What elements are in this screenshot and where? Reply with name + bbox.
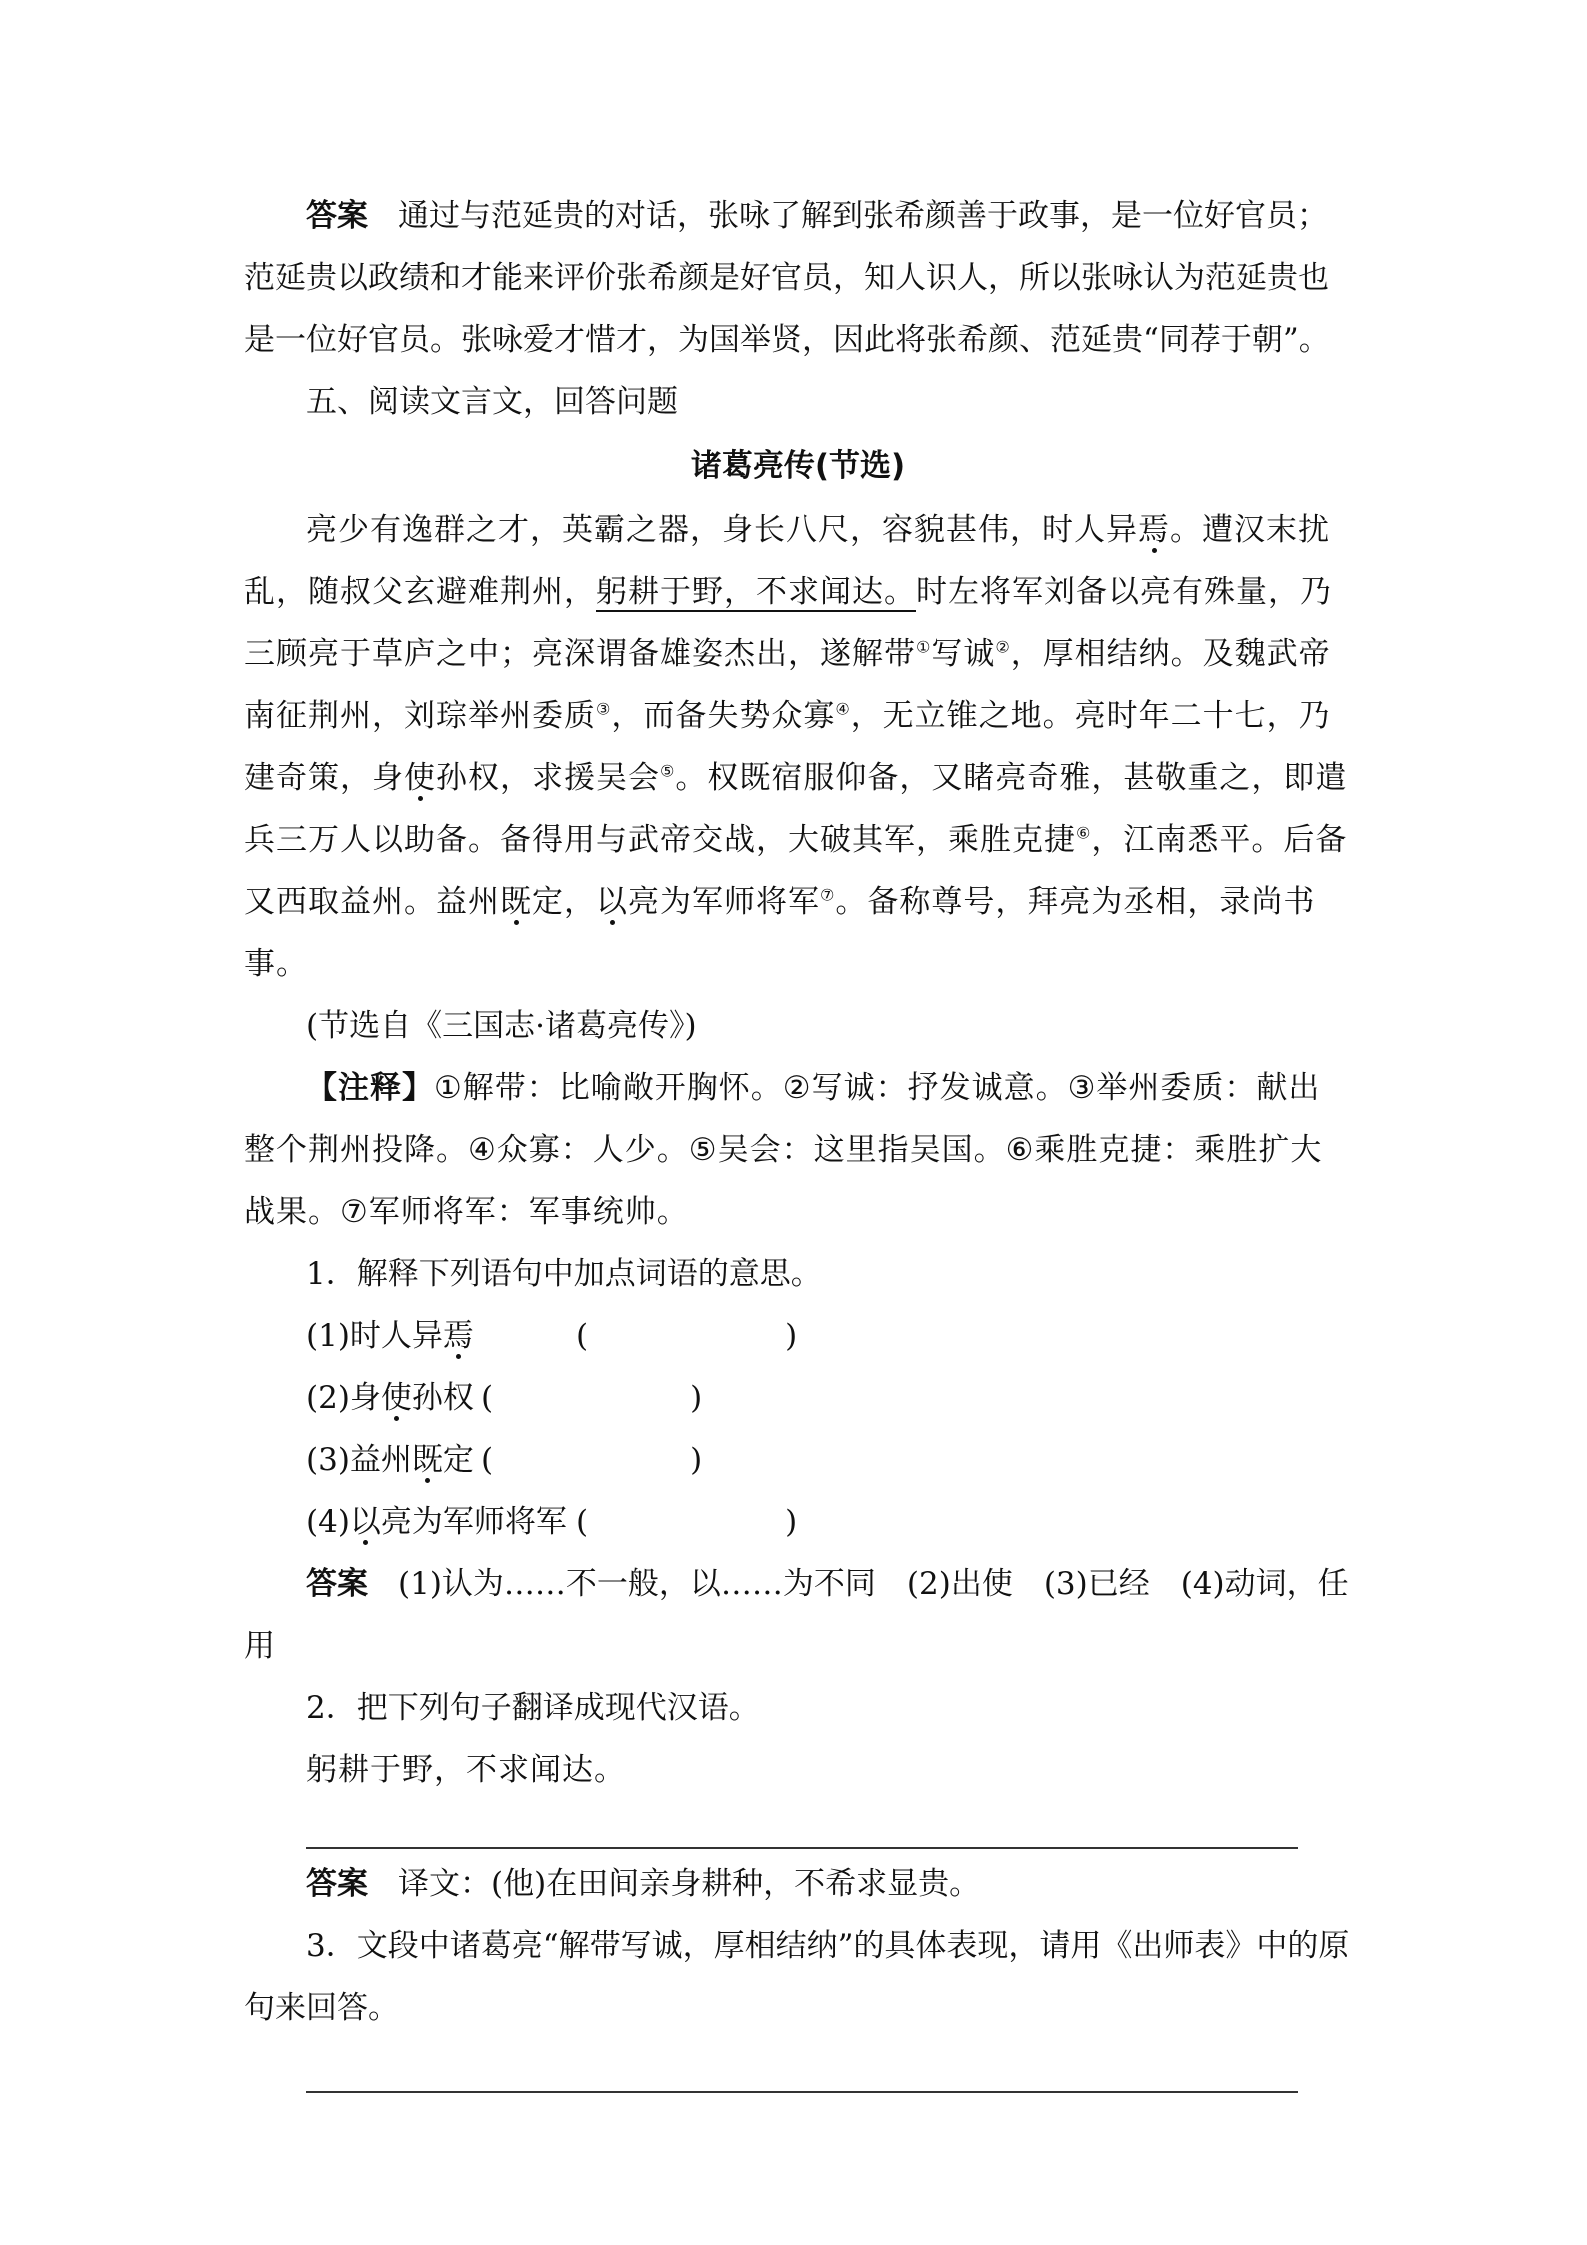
item-text [306, 1367, 481, 1429]
dotted-word: 使 [380, 1380, 412, 1416]
answer-blank[interactable]: ( ) [481, 1442, 703, 1478]
item-text [306, 1429, 481, 1491]
dotted-word: 焉 [442, 1318, 474, 1354]
question-2-answer [244, 1853, 1352, 1915]
question-2-prompt: 2．把下列句子翻译成现代汉语。 [306, 1690, 760, 1726]
passage-text: 。遭汉末扰乱，随叔父玄避难荆州， [244, 512, 1330, 610]
answer-writing-line[interactable] [306, 2039, 1298, 2093]
item-text-pre: (3)益州 [306, 1442, 412, 1478]
note-marker: ③ [596, 699, 612, 719]
passage-text: ，江南悉平。后备又西取益州。益州 [244, 822, 1348, 920]
item-text-pre: (4) [306, 1504, 350, 1540]
note-marker: ⑦ [820, 885, 836, 905]
answer-label: 答案 [306, 198, 368, 234]
passage-text: 亮少有逸群之才，英霸之器，身长八尺，容貌甚伟，时人异 [306, 512, 1138, 548]
item-text-pre: (1)时人异 [306, 1318, 443, 1354]
item-text-post: 孙权 [411, 1380, 474, 1416]
answer-blank[interactable]: ( ) [576, 1318, 798, 1354]
item-text-post: 亮为军师将军 [380, 1504, 567, 1540]
question-1-item-3 [244, 1429, 1352, 1491]
answer-label: 答案 [306, 1866, 368, 1902]
dotted-word: 以 [596, 884, 628, 920]
underlined-sentence: 躬耕于野，不求闻达。 [596, 574, 916, 610]
note-marker: ① [916, 637, 932, 657]
previous-answer [244, 185, 1352, 371]
document-page [244, 185, 1352, 2093]
dotted-word: 既 [500, 884, 532, 920]
passage-text: 写诚 [931, 636, 996, 672]
answer-text: 译文：(他)在田间亲身耕种，不希求显贵。 [398, 1866, 981, 1902]
note-marker: ② [995, 637, 1011, 657]
notes-label: 【注释】 [306, 1070, 434, 1106]
passage-text: 时左将军刘备以亮有殊量，乃三顾亮于草庐之中；亮深谓备雄姿杰出，遂解带 [244, 574, 1332, 672]
passage-text: 。权既宿服仰备，又睹亮奇雅，甚敬重之，即遣兵三万人以助备。备得用与武帝交战，大破其军，乘胜克捷 [244, 760, 1348, 858]
passage-text: ，而备失势众寡 [611, 698, 836, 734]
passage-text: ，厚相结纳。及魏武帝南征荆州，刘琮举州委质 [244, 636, 1331, 734]
question-1-item-4 [244, 1491, 1352, 1553]
answer-text: (1)认为……不一般，以……为不同 (2)出使 (3)已经 (4)动词，任用 [244, 1566, 1349, 1664]
passage-title: 诸葛亮传(节选) [690, 448, 906, 484]
answer-writing-line[interactable] [306, 1801, 1298, 1849]
dotted-word: 既 [411, 1442, 443, 1478]
dotted-word: 焉 [1138, 512, 1170, 548]
item-text [306, 1491, 576, 1553]
item-text [306, 1305, 576, 1367]
note-marker: ⑥ [1076, 823, 1092, 843]
question-1-prompt: 1．解释下列语句中加点词语的意思。 [306, 1256, 822, 1292]
question-1-answer [244, 1553, 1352, 1677]
question-1-item-1 [244, 1305, 1352, 1367]
note-marker: ④ [835, 699, 851, 719]
notes [244, 1057, 1352, 1243]
passage-text: 。备称尊号，拜亮为丞相，录尚书事。 [244, 884, 1316, 982]
note-marker: ⑤ [660, 761, 676, 781]
passage-text: 亮为军师将军 [628, 884, 820, 920]
passage-source: (节选自《三国志·诸葛亮传》) [306, 1008, 697, 1044]
answer-blank[interactable]: ( ) [576, 1504, 798, 1540]
item-text-pre: (2)身 [306, 1380, 381, 1416]
item-text-post: 定 [442, 1442, 474, 1478]
section-heading: 五、阅读文言文，回答问题 [306, 384, 678, 420]
passage-text: 孙权，求援吴会 [436, 760, 660, 796]
question-2-sentence: 躬耕于野，不求闻达。 [306, 1752, 626, 1788]
passage-body [244, 499, 1352, 995]
answer-text: 通过与范延贵的对话，张咏了解到张希颜善于政事，是一位好官员；范延贵以政绩和才能来评价张希颜是好官员，知人识人，所以张咏认为范延贵也是一位好官员。张咏爱才惜才，为国举贤，因此将张希颜、范延贵“同荐于朝”。 [244, 198, 1330, 358]
notes-text: ①解带：比喻敞开胸怀。②写诚：抒发诚意。③举州委质：献出整个荆州投降。④众寡：人少。⑤吴会：这里指吴国。⑥乘胜克捷：乘胜扩大战果。⑦军师将军：军事统帅。 [244, 1070, 1323, 1230]
answer-label: 答案 [306, 1566, 368, 1602]
passage-text: 定， [532, 884, 596, 920]
dotted-word: 以 [349, 1504, 381, 1540]
passage-text: ，无立锥之地。亮时年二十七，乃建奇策，身 [244, 698, 1331, 796]
question-3-prompt: 3．文段中诸葛亮“解带写诚，厚相结纳”的具体表现，请用《出师表》中的原句来回答。 [244, 1928, 1350, 2026]
answer-blank[interactable]: ( ) [481, 1380, 703, 1416]
dotted-word: 使 [404, 760, 436, 796]
question-1-item-2 [244, 1367, 1352, 1429]
